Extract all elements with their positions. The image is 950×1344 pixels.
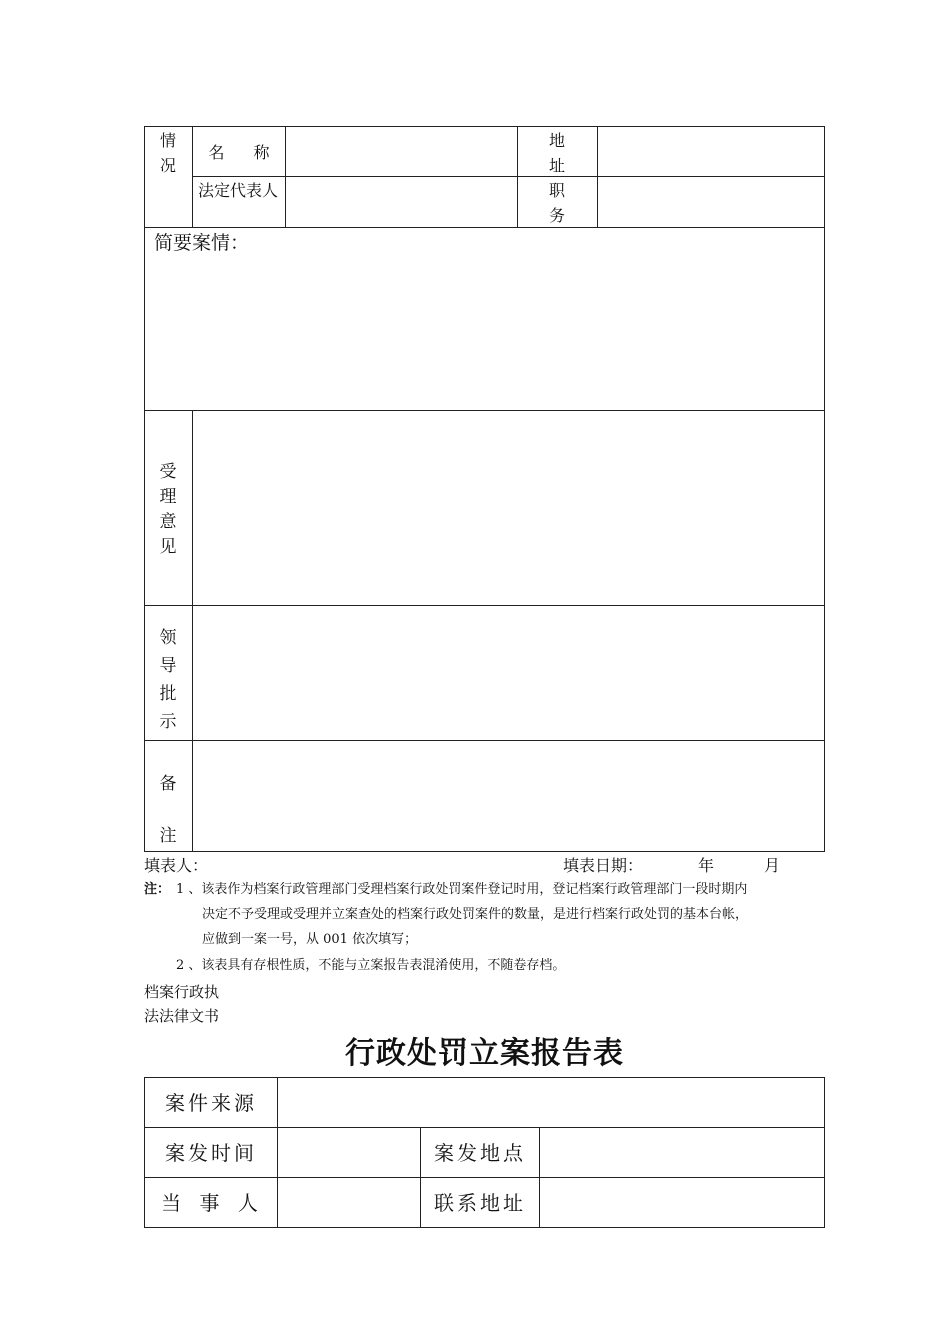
remarks-label: 备注 — [159, 774, 177, 846]
filler-label: 填表人： — [144, 856, 209, 875]
note-1-line-3: 应做到一案一号，从 001 依次填写； — [202, 932, 418, 947]
report-title: 行政处罚立案报告表 — [345, 1036, 624, 1071]
brief-case-label: 简要案情： — [154, 232, 250, 254]
month-label: 月 — [764, 856, 781, 875]
note-1-line-2: 决定不予受理或受理并立案查处的档案行政处罚案件的数量，是进行档案行政处罚的基本台帐， — [202, 907, 749, 922]
party-section-label: 情况 — [159, 131, 176, 175]
note-1-line-1: 1 、该表作为档案行政管理部门受理档案行政处罚案件登记时用，登记档案行政管理部门一段时期内 — [176, 882, 748, 897]
acceptance-opinion-label: 受理意见 — [159, 462, 177, 557]
address-label: 地址 — [548, 131, 565, 175]
incident-place-label: 案发地点 — [434, 1141, 526, 1165]
leader-approval-label: 领导批示 — [159, 628, 177, 732]
incident-time-label: 案发时间 — [165, 1141, 257, 1165]
contact-address-label: 联系地址 — [434, 1191, 526, 1215]
note-2: 2 、该表具有存根性质，不能与立案报告表混淆使用，不随卷存档。 — [176, 958, 566, 973]
doc-category-line-1: 档案行政执 — [144, 983, 220, 1001]
doc-category-line-2: 法法律文书 — [144, 1007, 220, 1025]
fill-date-label: 填表日期： — [563, 856, 644, 875]
year-label: 年 — [698, 856, 715, 875]
position-label: 职务 — [548, 181, 565, 225]
name-label: 名 称 — [208, 143, 270, 162]
notes-prefix: 注： — [144, 882, 171, 897]
case-source-label: 案件来源 — [165, 1091, 257, 1115]
party-label: 当 事 人 — [161, 1191, 261, 1215]
legal-rep-label: 法定代表人 — [198, 181, 279, 200]
